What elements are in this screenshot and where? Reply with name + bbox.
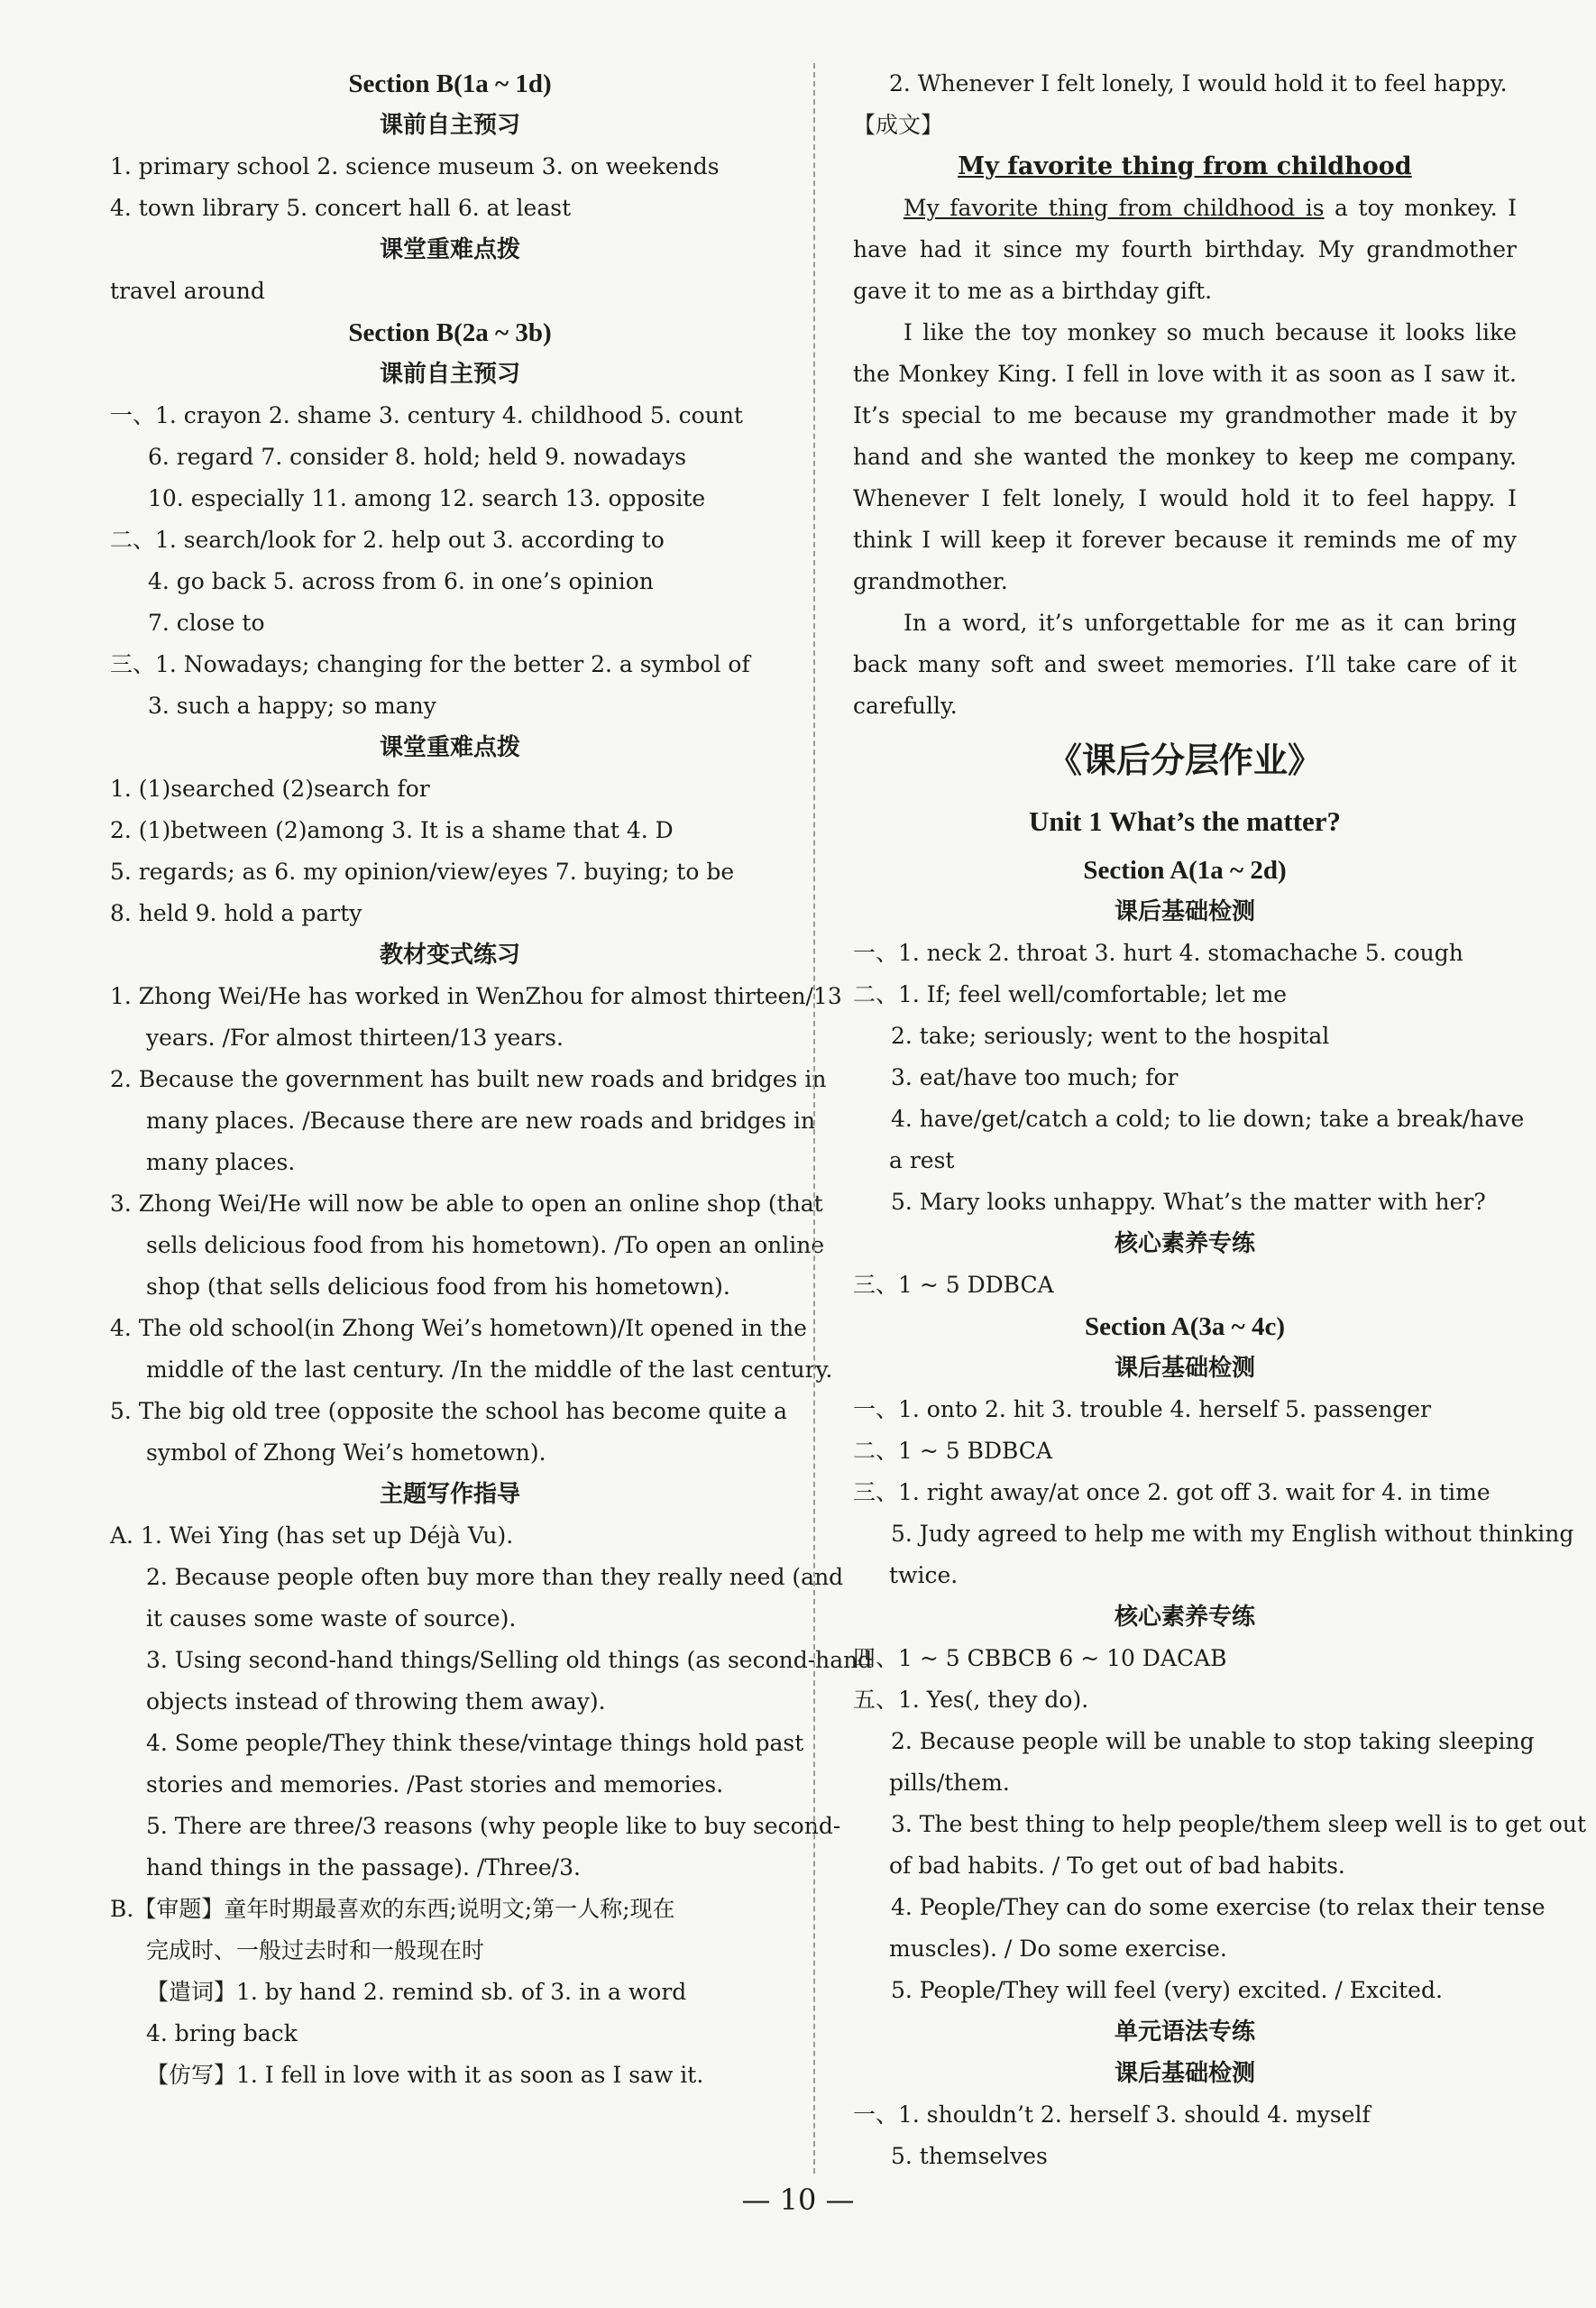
subsection-heading: 课后基础检测 <box>1114 1355 1255 1382</box>
answer-line: stories and memories. /Past stories and memories. <box>146 1771 724 1798</box>
answer-line: 1. Zhong Wei/He has worked in WenZhou for almost thirteen/13 <box>110 983 842 1009</box>
answer-line: 【遣词】1. by hand 2. remind sb. of 3. in a word <box>146 1979 687 2005</box>
essay-lead: My favorite thing from childhood is <box>903 195 1325 221</box>
section-heading: Section B(2a ~ 3b) <box>348 318 552 347</box>
unit-heading: Unit 1 What’s the matter? <box>1028 805 1342 837</box>
subsection-heading: 核心素养专练 <box>1114 1604 1255 1631</box>
answer-line: B.【审题】童年时期最喜欢的东西;说明文;第一人称;现在 <box>110 1896 675 1922</box>
answer-line: 4. Some people/They think these/vintage things hold past <box>146 1730 804 1756</box>
subsection-heading: 核心素养专练 <box>1114 1230 1255 1257</box>
subsection-heading: 课堂重难点拨 <box>379 236 520 263</box>
essay-p1-rest: a toy monkey. I have had it since my fourth birthday. My grandmother gave it to me as a birthday gift. <box>853 195 1517 304</box>
answer-line: 4. go back 5. across from 6. in one’s opinion <box>148 568 654 594</box>
answer-line: 2. (1)between (2)among 3. It is a shame that 4. D <box>110 817 674 843</box>
right-top-lines <box>853 63 1517 146</box>
answer-line: 【成文】 <box>853 112 944 138</box>
answer-line: 2. take; seriously; went to the hospital <box>891 1023 1330 1049</box>
answer-line: 2. Whenever I felt lonely, I would hold it to feel happy. <box>889 70 1508 97</box>
answer-line: 完成时、一般过去时和一般现在时 <box>146 1937 485 1963</box>
answer-line: shop (that sells delicious food from his hometown). <box>146 1274 730 1300</box>
answer-line: 4. have/get/catch a cold; to lie down; take a break/have <box>891 1106 1525 1132</box>
answer-line: years. /For almost thirteen/13 years. <box>146 1025 564 1051</box>
answer-line: muscles). / Do some exercise. <box>889 1936 1227 1962</box>
answer-line: 3. such a happy; so many <box>148 693 436 719</box>
subsection-heading: 课堂重难点拨 <box>379 734 520 761</box>
column-divider <box>813 63 815 2174</box>
answer-line: 5. regards; as 6. my opinion/view/eyes 7. buying; to be <box>110 859 735 885</box>
answer-line: 四、1 ~ 5 CBBCB 6 ~ 10 DACAB <box>853 1645 1227 1671</box>
right-column <box>853 63 1586 2177</box>
answer-line: 5. Mary looks unhappy. What’s the matter with her? <box>891 1189 1486 1215</box>
answer-line: many places. /Because there are new roads and bridges in <box>146 1108 816 1134</box>
answer-line: hand things in the passage). /Three/3. <box>146 1854 581 1880</box>
answer-line: 3. eat/have too much; for <box>891 1064 1179 1090</box>
answer-line: 三、1. Nowadays; changing for the better 2. a symbol of <box>110 651 750 677</box>
answer-line: 3. Zhong Wei/He will now be able to open an online shop (that <box>110 1191 823 1217</box>
answer-line: 5. The big old tree (opposite the school has become quite a <box>110 1398 788 1424</box>
answer-line: a rest <box>889 1147 955 1173</box>
section-heading: Section A(3a ~ 4c) <box>1084 1312 1286 1341</box>
answer-line: travel around <box>110 278 265 304</box>
answer-line: 7. close to <box>148 610 265 636</box>
answer-line: pills/them. <box>889 1770 1010 1796</box>
answer-line: A. 1. Wei Ying (has set up Déjà Vu). <box>110 1522 514 1549</box>
essay-paragraph-1 <box>853 188 1517 312</box>
answer-line: 五、1. Yes(, they do). <box>853 1687 1089 1713</box>
answer-line: 1. (1)searched (2)search for <box>110 776 430 802</box>
answer-line: 3. Using second-hand things/Selling old things (as second-hand <box>146 1647 873 1673</box>
answer-line: 2. Because people will be unable to stop taking sleeping <box>891 1728 1535 1754</box>
answer-line: 三、1 ~ 5 DDBCA <box>853 1272 1054 1298</box>
answer-line: 10. especially 11. among 12. search 13. opposite <box>148 485 706 511</box>
answer-line: 2. Because people often buy more than they really need (and <box>146 1564 844 1590</box>
answer-line: 1. primary school 2. science museum 3. on weekends <box>110 153 720 179</box>
essay-paragraph-3: In a word, it’s unforgettable for me as it can bring back many soft and sweet memories. I’ll take care of it carefully. <box>853 610 1517 719</box>
answer-line: of bad habits. / To get out of bad habits. <box>889 1853 1345 1879</box>
answer-line: many places. <box>146 1149 296 1175</box>
answer-line: it causes some waste of source). <box>146 1605 517 1632</box>
answer-line: 一、1. shouldn’t 2. herself 3. should 4. myself <box>853 2101 1371 2128</box>
answer-line: 一、1. onto 2. hit 3. trouble 4. herself 5. passenger <box>853 1396 1432 1422</box>
page-number: — 10 — <box>741 2183 855 2217</box>
answer-line: 5. themselves <box>891 2143 1048 2169</box>
answer-line: 4. bring back <box>146 2020 298 2046</box>
answer-line: 4. People/They can do some exercise (to relax their tense <box>891 1894 1546 1920</box>
answer-line: 2. Because the government has built new roads and bridges in <box>110 1066 827 1092</box>
answer-line: middle of the last century. /In the middle of the last century. <box>146 1356 833 1383</box>
subsection-heading: 教材变式练习 <box>379 942 520 969</box>
answer-line: 4. The old school(in Zhong Wei’s hometown)/It opened in the <box>110 1315 807 1341</box>
answer-line: 5. There are three/3 reasons (why people like to buy second- <box>146 1813 841 1839</box>
answer-line: symbol of Zhong Wei’s hometown). <box>146 1439 546 1466</box>
essay-title: My favorite thing from childhood <box>958 152 1412 180</box>
subsection-heading: 单元语法专练 <box>1114 2018 1255 2046</box>
answer-line: 6. regard 7. consider 8. hold; held 9. nowadays <box>148 444 687 470</box>
answer-line: 二、1. If; feel well/comfortable; let me <box>853 981 1288 1007</box>
left-column <box>110 63 873 2096</box>
answer-line: 二、1 ~ 5 BDBCA <box>853 1438 1053 1464</box>
subsection-heading: 课前自主预习 <box>379 112 520 139</box>
answer-line: 5. Judy agreed to help me with my English without thinking <box>891 1521 1574 1547</box>
answer-line: sells delicious food from his hometown). /To open an online <box>146 1232 825 1258</box>
answer-line: 3. The best thing to help people/them sleep well is to get out <box>891 1811 1586 1837</box>
subsection-heading: 课前自主预习 <box>379 361 520 388</box>
answer-line: 4. town library 5. concert hall 6. at least <box>110 195 572 221</box>
subsection-heading: 课后基础检测 <box>1114 2060 1255 2087</box>
subsection-heading: 主题写作指导 <box>379 1481 520 1508</box>
answer-line: 一、1. crayon 2. shame 3. century 4. childhood 5. count <box>110 402 743 428</box>
answer-line: twice. <box>889 1562 959 1588</box>
answer-line: 二、1. search/look for 2. help out 3. according to <box>110 527 665 553</box>
answer-line: objects instead of throwing them away). <box>146 1688 606 1715</box>
right-bottom-lines <box>853 727 1586 2177</box>
section-heading: Section B(1a ~ 1d) <box>348 69 552 98</box>
answer-line: 三、1. right away/at once 2. got off 3. wait for 4. in time <box>853 1479 1491 1505</box>
section-heading: Section A(1a ~ 2d) <box>1083 856 1287 885</box>
essay-paragraph-2: I like the toy monkey so much because it looks like the Monkey King. I fell in love with it as soon as I saw it. It’s special to me because my grandmother made it by hand and she wanted the monkey to keep me company. Whenever I felt lonely, I would hold it to feel happy. I think I will keep it forever because it reminds me of my grandmother. <box>853 319 1517 594</box>
answer-line: 5. People/They will feel (very) excited. / Excited. <box>891 1977 1443 2003</box>
answer-line: 【仿写】1. I fell in love with it as soon as I saw it. <box>146 2062 704 2088</box>
answer-line: 8. held 9. hold a party <box>110 900 362 926</box>
subsection-heading: 课后基础检测 <box>1114 898 1255 925</box>
page-heading: 《课后分层作业》 <box>1047 740 1322 780</box>
answer-line: 一、1. neck 2. throat 3. hurt 4. stomachache 5. cough <box>853 940 1463 966</box>
